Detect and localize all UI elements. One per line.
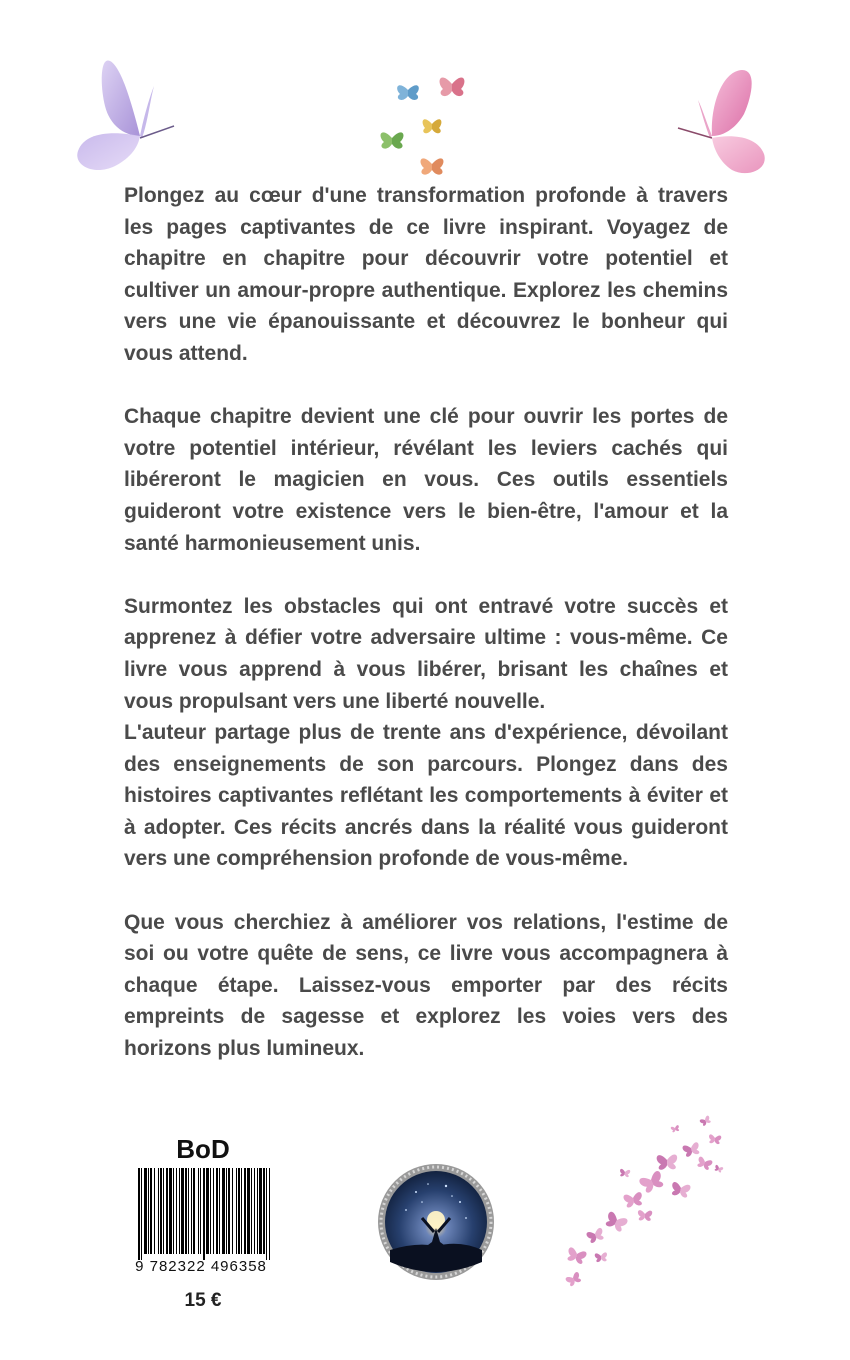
pink-butterfly-icon bbox=[566, 1247, 588, 1265]
barcode-bar bbox=[203, 1168, 205, 1260]
barcode-bar bbox=[254, 1168, 255, 1254]
barcode-bar bbox=[200, 1168, 201, 1254]
pink-butterfly-icon bbox=[637, 1210, 652, 1221]
barcode-bar bbox=[266, 1168, 267, 1260]
pink-butterfly-icon bbox=[670, 1125, 679, 1133]
barcode-bar bbox=[219, 1168, 220, 1254]
barcode-bar bbox=[269, 1168, 270, 1260]
price: 15 € bbox=[184, 1290, 222, 1311]
pink-butterfly-icon bbox=[595, 1252, 608, 1262]
barcode-bar bbox=[206, 1168, 209, 1254]
barcode-bar bbox=[188, 1168, 189, 1254]
pink-butterfly-icon bbox=[638, 1170, 665, 1194]
barcode-bar bbox=[179, 1168, 180, 1254]
barcode-bar bbox=[150, 1168, 152, 1254]
paragraph: L'auteur partage plus de trente ans d'expérience, dévoilant des enseignements de son parcours. Plongez dans des histoires captivantes reflétant les comportements à éviter et à adopter. Ces récits ancrés dans la réalité vous guideront vers une compréhension profonde de vous-même. bbox=[124, 721, 728, 871]
barcode-bar bbox=[236, 1168, 237, 1254]
barcode-bar bbox=[226, 1168, 227, 1254]
barcode-bar bbox=[210, 1168, 211, 1254]
barcode-bar bbox=[191, 1168, 192, 1254]
barcode-bar bbox=[163, 1168, 164, 1254]
barcode-bar bbox=[257, 1168, 258, 1254]
barcode-bar bbox=[213, 1168, 214, 1254]
back-cover-text bbox=[124, 180, 728, 1065]
barcode-bar bbox=[148, 1168, 149, 1254]
barcode-bar bbox=[154, 1168, 155, 1254]
pink-butterfly-icon bbox=[672, 66, 772, 181]
pink-butterfly-icon bbox=[604, 1211, 629, 1233]
barcode-bar bbox=[228, 1168, 230, 1254]
barcode-bar bbox=[247, 1168, 250, 1254]
barcode-bar bbox=[241, 1168, 242, 1254]
barcode-bar bbox=[193, 1168, 195, 1254]
barcode-bar bbox=[176, 1168, 177, 1254]
pink-butterfly-icon bbox=[682, 1142, 701, 1158]
pink-butterfly-icon bbox=[657, 1154, 678, 1169]
pink-butterfly-icon bbox=[619, 1169, 630, 1178]
pink-butterfly-icon bbox=[714, 1165, 724, 1174]
paragraph: Plongez au cœur d'une transformation profonde à travers les pages captivantes de ce livre inspirant. Voyagez de chapitre en chapitre pour découvrir votre potentiel et cultiver un amour-propre authentique. Explorez les chemins vers une vie épanouissante et découvrez le bonheur qui vous attend. bbox=[124, 184, 728, 365]
barcode-bar bbox=[181, 1168, 184, 1254]
paragraph: Chaque chapitre devient une clé pour ouvrir les portes de votre potentiel intérieur, révélant les leviers cachés qui libéreront le magicien en vous. Ces outils essentiels guideront votre existence vers le bien-être, l'amour et la santé harmonieusement unis. bbox=[124, 405, 728, 555]
barcode-bar bbox=[244, 1168, 246, 1254]
pink-butterfly-icon bbox=[565, 1271, 583, 1287]
pink-butterfly-icon bbox=[623, 1192, 644, 1209]
meditation-medallion-icon bbox=[376, 1162, 496, 1282]
barcode-bar bbox=[144, 1168, 147, 1254]
barcode-bar bbox=[158, 1168, 159, 1254]
lavender-butterfly-icon bbox=[70, 56, 180, 181]
barcode bbox=[136, 1168, 272, 1260]
isbn-number: 9 782322 496358 bbox=[135, 1258, 267, 1275]
pink-butterfly-icon bbox=[708, 1134, 721, 1144]
barcode-bar bbox=[138, 1168, 140, 1260]
barcode-bar bbox=[141, 1168, 142, 1260]
paragraph: Surmontez les obstacles qui ont entravé votre succès et apprenez à défier votre adversaire ultime : vous-même. Ce livre vous apprend à vous libérer, brisant les chaînes et vous propulsant vers une liberté nouvelle. bbox=[124, 594, 728, 713]
barcode-bar bbox=[259, 1168, 262, 1254]
pink-butterfly-icon bbox=[699, 1115, 712, 1127]
barcode-bar bbox=[169, 1168, 172, 1254]
barcode-bar bbox=[198, 1168, 199, 1254]
barcode-bar bbox=[263, 1168, 265, 1254]
barcode-bar bbox=[173, 1168, 174, 1254]
barcode-bar bbox=[232, 1168, 233, 1254]
barcode-bar bbox=[185, 1168, 187, 1254]
pink-butterfly-swarm-icon bbox=[555, 1108, 735, 1288]
barcode-bar bbox=[160, 1168, 162, 1254]
paragraph: Que vous cherchiez à améliorer vos relations, l'estime de soi ou votre quête de sens, ce livre vous accompagnera à chaque étape. Laissez-vous emporter par des récits empreints de sagesse et explorez les voies vers des horizons plus lumineux. bbox=[124, 910, 728, 1061]
publisher-logo: BoD bbox=[176, 1134, 230, 1164]
pink-butterfly-icon bbox=[586, 1227, 605, 1244]
pink-butterfly-icon bbox=[696, 1156, 713, 1171]
barcode-bar bbox=[166, 1168, 168, 1254]
barcode-bar bbox=[216, 1168, 218, 1254]
barcode-bar bbox=[251, 1168, 252, 1254]
barcode-bar bbox=[222, 1168, 225, 1254]
small-butterflies-cluster-icon bbox=[370, 62, 480, 180]
barcode-bar bbox=[238, 1168, 240, 1254]
pink-butterfly-icon bbox=[670, 1182, 691, 1199]
